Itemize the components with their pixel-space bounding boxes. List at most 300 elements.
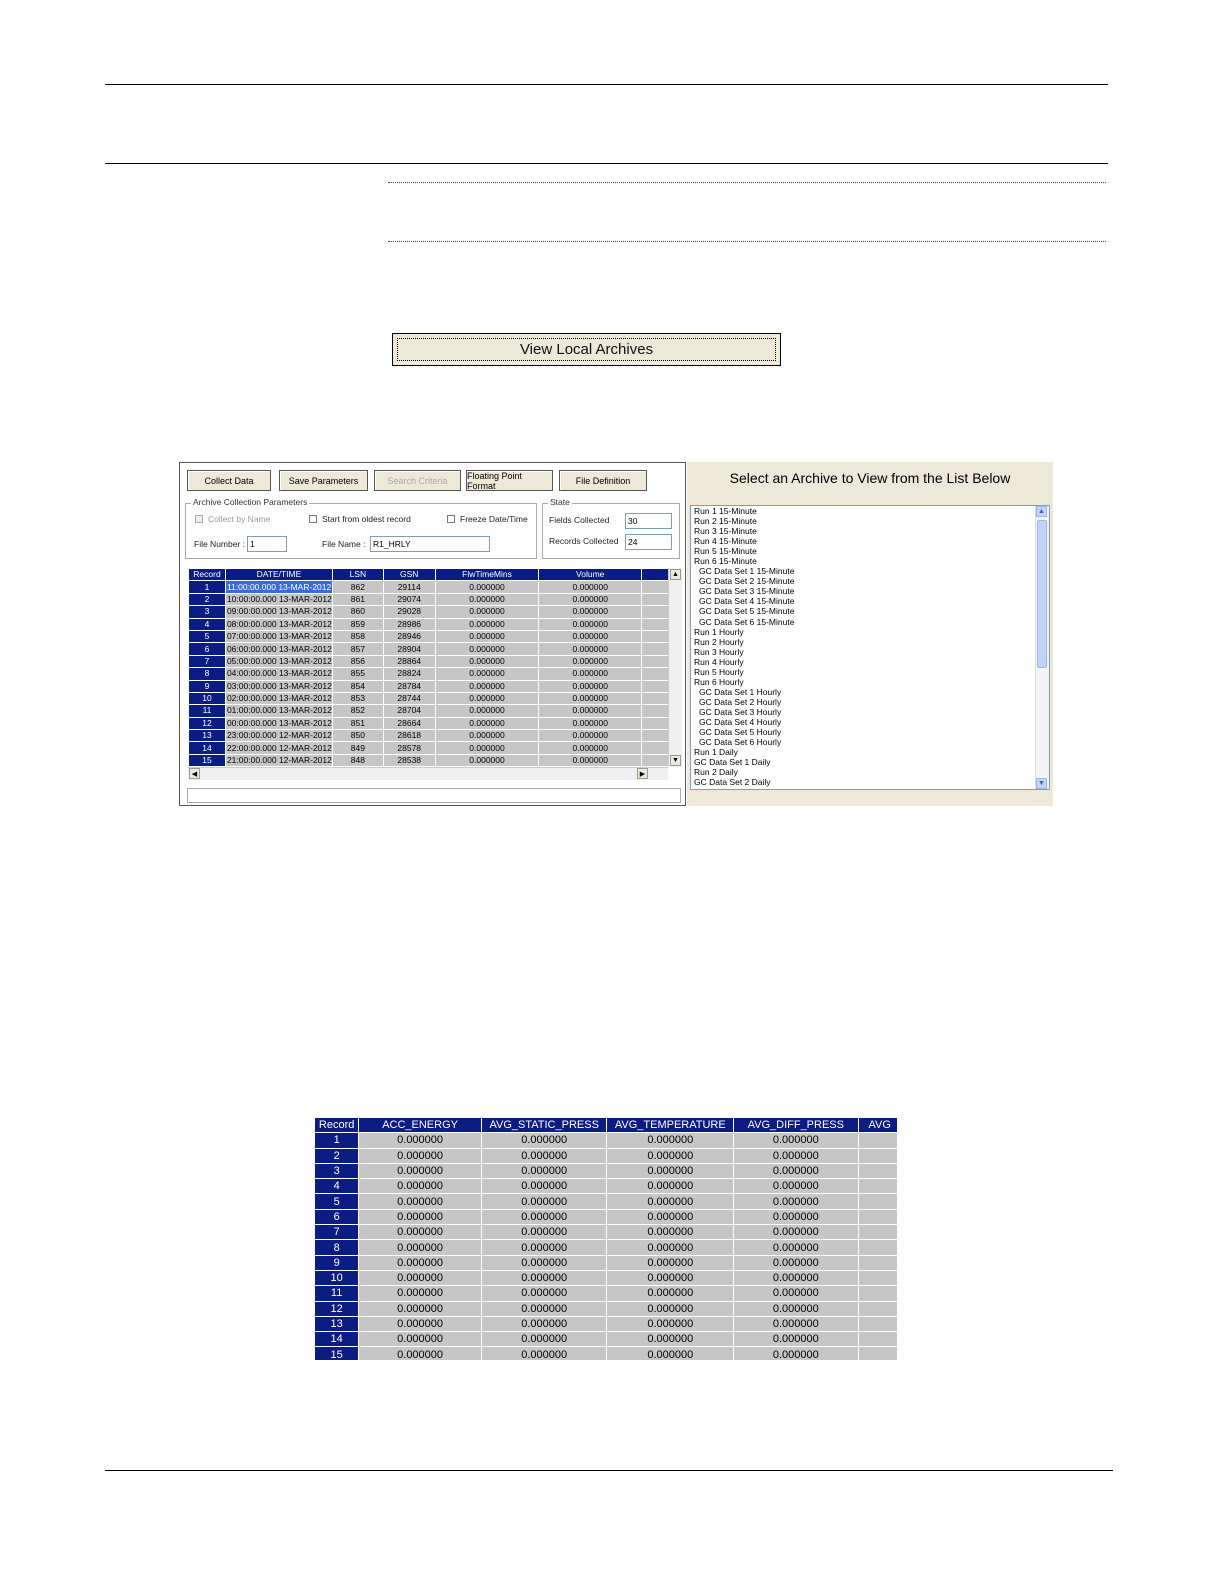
file-name-label: File Name : [322,539,366,549]
table-cell[interactable]: 22:00:00.000 12-MAR-2012 [226,742,332,753]
grid-header-flwtimemins[interactable]: FlwTimeMins [435,569,539,581]
record-number-cell[interactable]: 8 [315,1240,359,1255]
table-cell[interactable]: 0.000000 [435,717,539,729]
table-cell[interactable]: 29114 [383,581,435,593]
table-cell[interactable]: 0.000000 [435,754,539,766]
table-cell[interactable]: 0.000000 [734,1179,858,1194]
table-cell[interactable]: 0.000000 [734,1347,858,1360]
table-cell[interactable]: 0.000000 [539,692,642,704]
table-cell[interactable]: 0.000000 [539,618,642,630]
record-number-cell[interactable]: 2 [189,593,226,605]
grid-header-lsn[interactable]: LSN [332,569,383,581]
table-cell[interactable]: 0.000000 [481,1286,607,1301]
grid-header-volume[interactable]: Volume [539,569,642,581]
table-cell[interactable]: 0.000000 [481,1347,607,1360]
table-row[interactable] [189,630,670,642]
table-cell[interactable]: 0.000000 [539,606,642,618]
table-cell[interactable]: 0.000000 [435,630,539,642]
record-number-cell[interactable]: 11 [315,1286,359,1301]
record-number-cell[interactable]: 7 [315,1225,359,1240]
table-cell[interactable] [858,1133,897,1148]
table-cell[interactable]: 0.000000 [607,1209,734,1224]
table-cell[interactable] [858,1255,897,1270]
grid-header-more[interactable] [642,569,670,581]
archive-collection-screenshot [179,462,1053,807]
table-cell[interactable]: 0.000000 [607,1133,734,1148]
table-cell[interactable]: 0.000000 [607,1316,734,1331]
table-cell[interactable]: 29028 [383,606,435,618]
table-cell[interactable]: 0.000000 [359,1209,482,1224]
fields-collected-field: 30 [625,513,672,529]
scroll-down-arrow-icon[interactable]: ▼ [670,755,681,766]
table-row[interactable] [189,593,670,605]
grid-horizontal-scrollbar[interactable] [188,767,668,780]
table-cell[interactable]: 0.000000 [539,705,642,717]
table-cell[interactable]: 862 [332,581,383,593]
table-row[interactable] [189,692,670,704]
table-cell[interactable]: 0.000000 [607,1148,734,1163]
archive-list-item[interactable]: Run 2 15-Minute [694,516,757,527]
record-number-cell[interactable]: 4 [315,1179,359,1194]
table-cell[interactable]: 09:00:00.000 13-MAR-2012 [226,606,332,617]
archive-list-item[interactable]: GC Data Set 4 15-Minute [699,596,795,607]
table-row[interactable] [189,655,670,667]
table-row[interactable] [315,1163,898,1178]
table-row[interactable] [189,730,670,742]
table-cell[interactable]: 0.000000 [481,1133,607,1148]
save-parameters-button[interactable]: Save Parameters [279,470,368,491]
archive-list-item[interactable]: Run 1 Daily [694,747,738,758]
table-cell[interactable]: 0.000000 [607,1163,734,1178]
table-row[interactable] [189,643,670,655]
record-number-cell[interactable]: 8 [189,668,226,680]
archive-list-item[interactable]: GC Data Set 1 Daily [694,757,771,768]
table-cell[interactable]: 858 [332,630,383,642]
table-cell[interactable]: 0.000000 [359,1225,482,1240]
table-cell[interactable] [858,1332,897,1347]
table-cell[interactable]: 0.000000 [435,680,539,692]
table-cell[interactable] [858,1225,897,1240]
table-cell[interactable]: 06:00:00.000 13-MAR-2012 [226,643,332,654]
table-cell[interactable]: 0.000000 [539,643,642,655]
table-row[interactable] [189,705,670,717]
record-number-cell[interactable]: 1 [189,581,226,593]
record-number-cell[interactable]: 12 [189,717,226,729]
archive-list-item[interactable]: Run 1 15-Minute [694,506,757,516]
archive-list-item[interactable]: GC Data Set 5 15-Minute [699,606,795,617]
table-cell[interactable]: 857 [332,643,383,655]
grid-header-record[interactable]: Record [189,569,226,581]
table-cell[interactable]: 0.000000 [359,1270,482,1285]
table-cell[interactable]: 0.000000 [435,593,539,605]
footer-rule [105,1470,1113,1471]
archive-list-item[interactable]: Run 3 15-Minute [694,526,757,537]
table-cell[interactable]: 0.000000 [359,1316,482,1331]
table-cell[interactable]: 0.000000 [734,1316,858,1331]
record-number-cell[interactable]: 6 [189,643,226,655]
table-row[interactable] [315,1148,898,1163]
table-cell[interactable]: 28864 [383,655,435,667]
table-cell[interactable]: 861 [332,593,383,605]
table-cell[interactable]: 02:00:00.000 13-MAR-2012 [226,693,332,704]
table-cell[interactable]: 853 [332,692,383,704]
grid-header-gsn[interactable]: GSN [383,569,435,581]
table-row[interactable] [315,1270,898,1285]
table-cell[interactable]: 859 [332,618,383,630]
archive-list-item[interactable]: GC Data Set 3 15-Minute [699,586,795,597]
archive-list-item[interactable]: Run 2 Hourly [694,636,744,647]
table-cell[interactable]: 0.000000 [435,581,539,593]
table-cell[interactable]: 0.000000 [435,668,539,680]
archive-list-item[interactable]: GC Data Set 1 Hourly [699,686,782,697]
table-cell[interactable]: 28578 [383,742,435,754]
table-cell[interactable] [858,1148,897,1163]
table-cell[interactable]: 05:00:00.000 13-MAR-2012 [226,655,332,666]
table-cell[interactable]: 29074 [383,593,435,605]
table-cell[interactable]: 28538 [383,754,435,766]
grid2-header-record[interactable]: Record [315,1118,359,1133]
table-row[interactable] [315,1133,898,1148]
table-cell[interactable] [858,1316,897,1331]
table-cell[interactable]: 0.000000 [607,1255,734,1270]
table-cell[interactable]: 0.000000 [539,581,642,593]
table-row[interactable] [315,1332,898,1347]
table-cell[interactable] [642,630,670,642]
archive-list-item[interactable]: Run 4 Hourly [694,656,744,667]
table-row[interactable] [189,668,670,680]
archive-list-item[interactable]: Run 3 Hourly [694,646,744,657]
table-cell[interactable]: 854 [332,680,383,692]
table-cell[interactable]: 0.000000 [435,655,539,667]
table-row[interactable] [189,581,670,593]
table-cell[interactable]: 0.000000 [481,1332,607,1347]
record-number-cell[interactable]: 9 [315,1255,359,1270]
table-cell[interactable]: 0.000000 [539,754,642,766]
table-cell[interactable]: 0.000000 [734,1240,858,1255]
table-cell[interactable]: 0.000000 [607,1240,734,1255]
record-number-cell[interactable]: 7 [189,655,226,667]
table-cell[interactable]: 850 [332,730,383,742]
table-cell[interactable]: 0.000000 [359,1133,482,1148]
record-number-cell[interactable]: 5 [315,1194,359,1209]
archive-list-item[interactable]: Run 5 15-Minute [694,546,757,557]
table-cell[interactable]: 0.000000 [734,1332,858,1347]
table-row[interactable] [189,618,670,630]
archive-list-item[interactable]: Run 6 15-Minute [694,556,757,567]
record-number-cell[interactable]: 1 [315,1133,359,1148]
table-cell[interactable]: 0.000000 [481,1179,607,1194]
record-number-cell[interactable]: 13 [315,1316,359,1331]
table-cell[interactable] [642,643,670,655]
record-number-cell[interactable]: 2 [315,1148,359,1163]
table-cell[interactable]: 04:00:00.000 13-MAR-2012 [226,668,332,679]
table-cell[interactable]: 0.000000 [481,1209,607,1224]
table-cell[interactable]: 0.000000 [734,1194,858,1209]
floating-point-format-button[interactable]: Floating Point Format [466,470,553,491]
table-row[interactable] [315,1209,898,1224]
archive-list-item[interactable]: Run 6 Hourly [694,676,744,687]
table-cell[interactable] [642,668,670,680]
table-cell[interactable] [858,1270,897,1285]
archive-fields-grid-screenshot [314,1117,898,1360]
table-cell[interactable]: 0.000000 [359,1301,482,1316]
archive-list-item[interactable]: GC Data Set 6 15-Minute [699,616,795,627]
records-grid[interactable] [188,568,670,767]
table-row[interactable] [189,680,670,692]
table-cell[interactable]: 28904 [383,643,435,655]
table-cell[interactable]: 0.000000 [734,1255,858,1270]
table-cell[interactable]: 28946 [383,630,435,642]
record-number-cell[interactable]: 15 [189,754,226,766]
table-cell[interactable]: 0.000000 [359,1163,482,1178]
archive-list-item[interactable]: GC Data Set 1 15-Minute [699,566,795,577]
table-row[interactable] [315,1225,898,1240]
table-cell[interactable]: 28618 [383,730,435,742]
table-cell[interactable]: 0.000000 [607,1332,734,1347]
table-cell[interactable]: 0.000000 [435,643,539,655]
archive-list-item[interactable]: GC Data Set 2 Hourly [699,696,782,707]
table-cell[interactable]: 0.000000 [481,1270,607,1285]
table-cell[interactable]: 11:00:00.000 13-MAR-2012 [226,581,332,592]
table-cell[interactable]: 860 [332,606,383,618]
table-row[interactable] [315,1179,898,1194]
table-cell[interactable]: 01:00:00.000 13-MAR-2012 [226,705,332,716]
table-cell[interactable]: 0.000000 [539,655,642,667]
table-cell[interactable]: 28824 [383,668,435,680]
table-cell[interactable]: 28664 [383,717,435,729]
file-number-field[interactable]: 1 [247,536,287,552]
table-cell[interactable]: 0.000000 [734,1209,858,1224]
table-cell[interactable]: 0.000000 [435,742,539,754]
record-number-cell[interactable]: 15 [315,1347,359,1360]
archive-collection-parameters-legend: Archive Collection Parameters [193,497,308,507]
table-cell[interactable]: 28784 [383,680,435,692]
table-cell[interactable]: 0.000000 [481,1163,607,1178]
table-cell[interactable]: 10:00:00.000 13-MAR-2012 [226,593,332,604]
table-cell[interactable]: 0.000000 [734,1133,858,1148]
record-number-cell[interactable]: 14 [189,742,226,754]
table-cell[interactable]: 849 [332,742,383,754]
header-rule-bottom [105,163,1108,164]
view-local-archives-button[interactable] [392,333,781,366]
table-cell[interactable] [642,692,670,704]
table-row[interactable] [189,717,670,729]
table-cell[interactable]: 0.000000 [539,717,642,729]
table-cell[interactable]: 28986 [383,618,435,630]
table-cell[interactable]: 0.000000 [435,692,539,704]
table-cell[interactable]: 0.000000 [481,1316,607,1331]
table-cell[interactable]: 0.000000 [734,1163,858,1178]
archive-list-item[interactable]: Run 5 Hourly [694,666,744,677]
table-cell[interactable] [858,1209,897,1224]
record-number-cell[interactable]: 9 [189,680,226,692]
table-cell[interactable]: 0.000000 [481,1240,607,1255]
table-cell[interactable]: 0.000000 [539,668,642,680]
record-number-cell[interactable]: 14 [315,1332,359,1347]
table-row[interactable] [315,1286,898,1301]
record-number-cell[interactable]: 11 [189,705,226,717]
record-number-cell[interactable]: 12 [315,1301,359,1316]
table-row[interactable] [315,1301,898,1316]
table-cell[interactable]: 0.000000 [607,1347,734,1360]
record-number-cell[interactable]: 3 [189,606,226,618]
table-cell[interactable]: 00:00:00.000 13-MAR-2012 [226,717,332,728]
archive-select-pane [687,462,1053,806]
table-cell[interactable]: 0.000000 [607,1179,734,1194]
state-group [542,497,680,559]
table-cell[interactable]: 856 [332,655,383,667]
table-cell[interactable]: 0.000000 [607,1194,734,1209]
grid2-header-avg-temperature[interactable]: AVG_TEMPERATURE [607,1118,734,1133]
archive-list-item[interactable]: GC Data Set 4 Hourly [699,716,782,727]
table-cell[interactable]: 0.000000 [359,1255,482,1270]
table-cell[interactable]: 0.000000 [359,1347,482,1360]
collect-by-name-checkbox[interactable] [195,515,203,523]
list-scroll-thumb[interactable] [1037,520,1047,668]
table-cell[interactable]: 0.000000 [481,1194,607,1209]
table-cell[interactable]: 0.000000 [481,1255,607,1270]
table-cell[interactable]: 0.000000 [607,1225,734,1240]
archive-list-item[interactable]: GC Data Set 5 Hourly [699,727,782,738]
table-cell[interactable]: 21:00:00.000 12-MAR-2012 [226,755,332,766]
scroll-right-arrow-icon[interactable]: ▶ [637,768,648,779]
archive-list-item[interactable]: GC Data Set 2 Daily [694,777,771,788]
archive-listbox[interactable] [690,505,1050,790]
record-number-cell[interactable]: 4 [189,618,226,630]
grid2-header-acc-energy[interactable]: ACC_ENERGY [359,1118,482,1133]
grid2-header-avg-diff-press[interactable]: AVG_DIFF_PRESS [734,1118,858,1133]
table-cell[interactable] [858,1179,897,1194]
table-cell[interactable]: 08:00:00.000 13-MAR-2012 [226,618,332,629]
grid-header-datetime[interactable]: DATE/TIME [225,569,332,581]
table-cell[interactable]: 0.000000 [359,1240,482,1255]
table-cell[interactable] [642,593,670,605]
table-cell[interactable] [858,1347,897,1360]
table-cell[interactable] [858,1286,897,1301]
grid2-header-avg-static-press[interactable]: AVG_STATIC_PRESS [481,1118,607,1133]
table-cell[interactable]: 28744 [383,692,435,704]
archive-list-item[interactable]: GC Data Set 6 Hourly [699,737,782,748]
scroll-left-arrow-icon[interactable]: ◀ [189,768,200,779]
archive-list-item[interactable]: GC Data Set 3 Hourly [699,706,782,717]
start-oldest-label: Start from oldest record [322,514,411,524]
archive-list-item[interactable]: Run 4 15-Minute [694,536,757,547]
table-row[interactable] [315,1316,898,1331]
table-cell[interactable]: 0.000000 [539,593,642,605]
table-cell[interactable] [642,717,670,729]
table-cell[interactable]: 0.000000 [359,1286,482,1301]
table-cell[interactable]: 0.000000 [435,730,539,742]
table-row[interactable] [315,1255,898,1270]
file-name-field[interactable]: R1_HRLY [370,536,490,552]
table-cell[interactable]: 0.000000 [435,705,539,717]
file-definition-button[interactable]: File Definition [559,470,647,491]
table-cell[interactable] [642,742,670,754]
table-cell[interactable]: 0.000000 [359,1194,482,1209]
table-row[interactable] [189,754,670,766]
table-cell[interactable] [858,1301,897,1316]
table-cell[interactable]: 0.000000 [734,1225,858,1240]
table-cell[interactable]: 03:00:00.000 13-MAR-2012 [226,680,332,691]
start-oldest-checkbox[interactable] [309,515,317,523]
table-cell[interactable]: 0.000000 [734,1270,858,1285]
archive-list-item[interactable]: GC Data Set 2 15-Minute [699,576,795,587]
table-cell[interactable]: 855 [332,668,383,680]
table-cell[interactable] [642,730,670,742]
list-scroll-up-icon[interactable]: ▲ [1036,506,1047,517]
table-cell[interactable]: 23:00:00.000 12-MAR-2012 [226,730,332,741]
table-cell[interactable] [858,1240,897,1255]
table-cell[interactable]: 0.000000 [539,630,642,642]
table-row[interactable] [315,1240,898,1255]
table-row[interactable] [189,606,670,618]
record-number-cell[interactable]: 5 [189,630,226,642]
table-cell[interactable]: 848 [332,754,383,766]
record-number-cell[interactable]: 13 [189,730,226,742]
collect-data-button[interactable]: Collect Data [187,470,271,491]
table-cell[interactable]: 851 [332,717,383,729]
table-cell[interactable]: 0.000000 [481,1148,607,1163]
record-number-cell[interactable]: 3 [315,1163,359,1178]
table-cell[interactable]: 0.000000 [435,606,539,618]
grid2-header-avg-truncated[interactable]: AVG [858,1118,897,1133]
freeze-datetime-checkbox[interactable] [447,515,455,523]
table-cell[interactable]: 852 [332,705,383,717]
table-cell[interactable]: 0.000000 [359,1148,482,1163]
table-cell[interactable]: 0.000000 [607,1301,734,1316]
table-cell[interactable]: 0.000000 [435,618,539,630]
table-cell[interactable]: 28704 [383,705,435,717]
table-cell[interactable] [858,1194,897,1209]
table-cell[interactable] [642,705,670,717]
table-cell[interactable]: 0.000000 [539,680,642,692]
table-cell[interactable]: 0.000000 [734,1286,858,1301]
table-cell[interactable] [858,1163,897,1178]
table-cell[interactable]: 0.000000 [734,1301,858,1316]
table-cell[interactable]: 0.000000 [607,1286,734,1301]
record-number-cell[interactable]: 10 [189,692,226,704]
archive-list-scrollbar[interactable] [1035,506,1049,789]
list-scroll-down-icon[interactable]: ▼ [1036,778,1047,789]
table-cell[interactable]: 0.000000 [539,742,642,754]
table-cell[interactable] [642,655,670,667]
table-row[interactable] [315,1347,898,1360]
grid-vertical-scrollbar[interactable] [668,568,682,767]
table-cell[interactable]: 0.000000 [607,1270,734,1285]
table-row[interactable] [315,1194,898,1209]
table-cell[interactable] [642,581,670,593]
search-criteria-button[interactable]: Search Criteria [374,470,461,491]
archive-list-item[interactable]: Run 2 Daily [694,767,738,778]
table-cell[interactable] [642,606,670,618]
table-cell[interactable] [642,754,670,766]
table-cell[interactable]: 0.000000 [539,730,642,742]
record-number-cell[interactable]: 6 [315,1209,359,1224]
table-cell[interactable]: 0.000000 [359,1332,482,1347]
table-cell[interactable] [642,680,670,692]
table-cell[interactable]: 0.000000 [481,1225,607,1240]
archive-list-item[interactable]: Run 1 Hourly [694,626,744,637]
collect-data-pane [179,462,686,806]
table-cell[interactable]: 07:00:00.000 13-MAR-2012 [226,631,332,642]
table-cell[interactable]: 0.000000 [481,1301,607,1316]
table-row[interactable] [189,742,670,754]
table-cell[interactable] [642,618,670,630]
scroll-up-arrow-icon[interactable]: ▲ [670,569,681,580]
table-cell[interactable]: 0.000000 [359,1179,482,1194]
record-number-cell[interactable]: 10 [315,1270,359,1285]
table-cell[interactable]: 0.000000 [734,1148,858,1163]
